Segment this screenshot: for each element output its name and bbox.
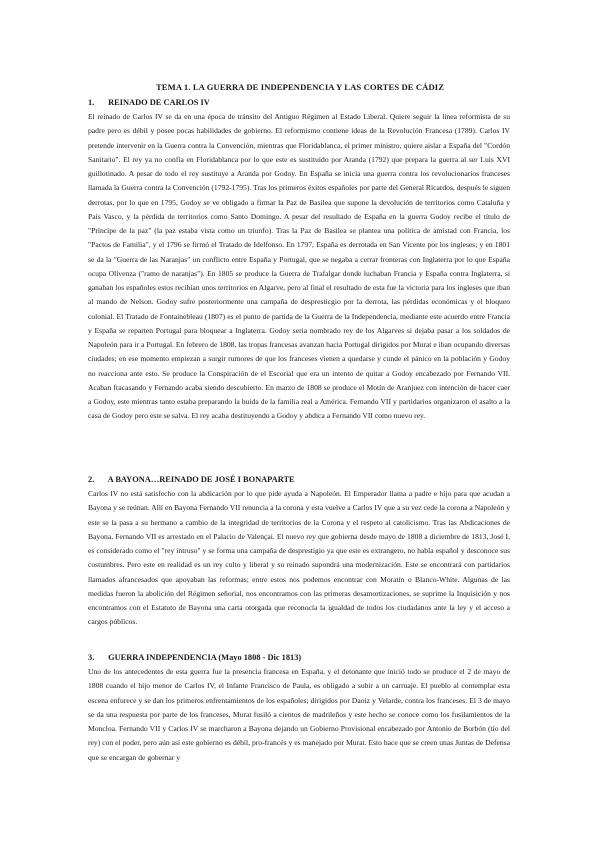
document-title: TEMA 1. LA GUERRA DE INDEPENDENCIA Y LAS CORTES DE CÁDIZ	[155, 82, 445, 92]
section-title: REINADO DE CARLOS IV	[108, 98, 210, 107]
section-paragraph-3: Uno de los antecedentes de esta guerra fue la presencia francesa en España, y el detonante que inició todo se produce el 2 de mayo de 1808 cuando el hijo menor de Carlos IV, el Infante Francisco de Paula, es obligado a subir a un carruaje. El pueblo al contemplar esta escena enfurece y se dan los primeros enfrentamientos de los españoles; dirigidos por Daoiz y Velarde, contra los franceses. El 3 de mayo se da una respuesta por parte de los franceses, Murat fusiló a cientos de madrileños y este hecho se conoce como los fusilamientos de la Moncloa. Fernando VII y Carlos IV se marcharon a Bayona dejando un Gobierno Provisional encabezado por Antonio de Borbón (tío del rey) con el poder, pero aún así este gobierno es débil, pro-francés y es manejado por Murat. Esto hace que se creen unas Juntas de Defensa que se encargan de gobernar y	[88, 667, 510, 762]
section-title: A BAYONA…REINADO DE JOSÉ I BONAPARTE	[107, 475, 295, 484]
section-heading-3	[88, 653, 301, 662]
section-heading-2	[88, 475, 295, 484]
section-heading-1	[88, 98, 210, 107]
section-number: 3.	[88, 653, 95, 662]
section-title: GUERRA INDEPENDENCIA (Mayo 1808 - Dic 1813)	[108, 653, 302, 662]
section-paragraph-2: Carlos IV no está satisfecho con la abdicación por lo que pide ayuda a Napoleón. El Emperador llama a padre e hijo para que acudan a Bayona y se reúnan. Allí en Bayona Fernando VII renuncia a la corona y esta vuelve a Carlos IV que a su vez cede la corona a Napoleón y este se la pasa a su hermano a cambio de la integridad de territorios de la Corona y el respeto al catolicismo. Tras las Abdicaciones de Bayona, Fernando VII es arrestado en el Palacio de Valençai. El nuevo rey que gobierna desde mayo de 1808 a diciembre de 1813, José I, es considerado como el "rey intruso" y se forma una campaña de desprestigio ya que este es extrangero, no habla español y desconoce sus costumbres. Pero este en realidad es un rey culto y liberal y su reinado supondrá una modernización. Este se encontrará con partidarios llamados afrancesados que apoyaban las reformas; entre estos nos podemos encontrar con Moratín o Blanco-White. Algunas de las medidas fueron la abolición del Régimen señorial, nos encontramos con las primeras desamortizaciones, se suprime la Inquisición y nos encontramos con el Estatuto de Bayona una carta otorgada que reconocía la igualdad de todos los ciudadanos ante la ley y el acceso a cargos públicos.	[88, 489, 510, 627]
section-paragraph-1: El reinado de Carlos IV se da en una época de tránsito del Antiguo Régimen al Estado Liberal. Quiere seguir la línea reformista de su padre pero es débil y posee pocas habilidades de gobierno. El reformismo contiene ideas de la Revolución Francesa (1789). Carlos IV pretende intervenir en la Guerra contra la Convención, mientras que Floridablanca, el primer ministro, quiere aislar a España del "Cordón Sanitario". El rey ya no confía en Floridablanca por lo que este es sustituido por Aranda (1792) que prepara la guerra al ser Luis XVI guillotinado. A pesar de todo el rey sustituye a Aranda por Godoy. En España se inicia una guerra contra los revolucionarios franceses llamada la Guerra contra la Convención (1792-1795). Tras los primeros éxitos españoles por parte del General Ricardos, después le siguen derrotas, por lo que en 1795, Godoy se ve obligado a firmar la Paz de Basilea que supone la devolución de territorios como Cataluña y País Vasco, y la pérdida de territorios como Santo Domingo. A pesar del resultado de España en la guerra Godoy recibe el título de "Príncipe de la paz" (la paz estaba vista como un triunfo). Tras la Paz de Basilea se plantea una política de amistad con Francia, los "Pactos de Familia", y el 1796 se firmó el Tratado de Idelfonso. En 1797, España es derrotada en San Vicente por los ingleses; y en 1801 se da la "Guerra de las Naranjas" un conflicto entre España y Portugal, que se negaba a cerrar fronteras con Inglaterra por lo que España ocupa Olivenza ("ramo de naranjas"). En 1805 se produce la Guerra de Trafalgar donde luchaban Francia y España contra Inglaterra, si ganaban los españoles estos recibían unos territorios en Algarve, pero al final el resultado de esta fue la victoria para los ingleses que iban al mando de Nelson. Godoy sufre posteriormente una campaña de despresticgio por la derrota, las pérdidas económicas y el bloqueo colonial. El Tratado de Fontainebleau (1807) es el punto de partida de la Guerra de la Independencia, mediante este acuerdo entre Francia y España se reparten Portugal para bloquear a Inglaterra. Godoy seria nombrado rey de los Algarves si dejaba pasar a los soldados de Napoleón para ir a Portugal. En febrero de 1808, las tropas francesas avanzan hacia Portugal dirigidos por Murat e iban ocupando diversas ciudades; en ese momento empiezan a surgir rumores de que los franceses vienen a quedarse y cunde el pánico en la población y Godoy no reacciona ante esto. Se produce la Conspiración de el Escorial que era un intento de quitar a Godoy encabezado por Fernando VII. Acaban fracasando y Fernando acaba siendo descubierto. En marzo de 1808 se produce el Motín de Aranjuez con intención de hacer caer a Godoy, este mientras tanto estaba preparando la huida de la familia real a América. Fernando VII y partidarios organizaron el asalto a la casa de Godoy pero este se salva. El rey acaba destituyendo a Godoy y abdica a Fernando VII como nuevo rey.	[88, 112, 510, 421]
section-number: 1.	[88, 98, 95, 107]
section-number: 2.	[88, 475, 95, 484]
